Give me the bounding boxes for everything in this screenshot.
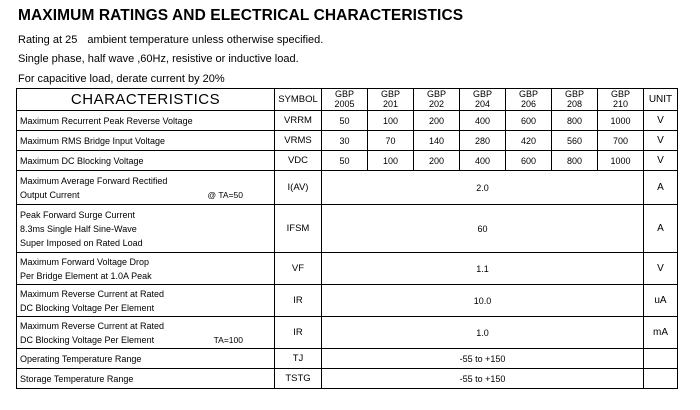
cell-value: 600 bbox=[506, 111, 552, 131]
table-row-vdc bbox=[17, 151, 678, 171]
rating-note-suffix: ambient temperature unless otherwise specified. bbox=[87, 34, 324, 46]
part-header-gbp204: GBP 204 bbox=[460, 89, 506, 111]
cell-value: 50 bbox=[322, 151, 368, 171]
table-row-vf bbox=[17, 253, 678, 285]
row-label: Storage Temperature Range bbox=[17, 369, 275, 389]
row-label: Maximum Average Forward Rectified Output Current @ TA=50 bbox=[17, 171, 275, 205]
row-symbol: TJ bbox=[275, 349, 322, 369]
cell-value: 50 bbox=[322, 111, 368, 131]
row-unit: uA bbox=[644, 285, 678, 317]
cell-value: 1.0 bbox=[322, 317, 644, 349]
cell-value: 800 bbox=[552, 111, 598, 131]
cell-value: 800 bbox=[552, 151, 598, 171]
part-header-gbp2005: GBP 2005 bbox=[322, 89, 368, 111]
row-label: Maximum Forward Voltage Drop Per Bridge Element at 1.0A Peak bbox=[17, 253, 275, 285]
cell-value: 100 bbox=[368, 111, 414, 131]
condition-text: @ TA=50 bbox=[207, 189, 243, 200]
table-row-tstg bbox=[17, 369, 678, 389]
cell-value: 100 bbox=[368, 151, 414, 171]
row-label: Maximum DC Blocking Voltage bbox=[17, 151, 275, 171]
row-unit: V bbox=[644, 151, 678, 171]
condition-text: TA=100 bbox=[213, 334, 243, 345]
page-title: MAXIMUM RATINGS AND ELECTRICAL CHARACTERISTICS bbox=[18, 7, 464, 24]
part-header-gbp208: GBP 208 bbox=[552, 89, 598, 111]
part-header-gbp201: GBP 201 bbox=[368, 89, 414, 111]
row-label: Maximum Recurrent Peak Reverse Voltage bbox=[17, 111, 275, 131]
part-header-gbp206: GBP 206 bbox=[506, 89, 552, 111]
row-symbol: IFSM bbox=[275, 205, 322, 253]
rating-note-prefix: Rating at 25 bbox=[18, 34, 78, 46]
table-row-iav bbox=[17, 171, 678, 205]
cell-value: 10.0 bbox=[322, 285, 644, 317]
row-symbol: VDC bbox=[275, 151, 322, 171]
cell-value: 200 bbox=[414, 151, 460, 171]
row-unit bbox=[644, 349, 678, 369]
part-header-gbp210: GBP 210 bbox=[598, 89, 644, 111]
table-row-ir bbox=[17, 285, 678, 317]
unit-header: UNIT bbox=[644, 89, 678, 111]
cell-value: 1000 bbox=[598, 151, 644, 171]
row-unit: V bbox=[644, 253, 678, 285]
table-row-ir-hot bbox=[17, 317, 678, 349]
row-unit: V bbox=[644, 111, 678, 131]
table-row-vrms bbox=[17, 131, 678, 151]
row-label: Maximum Reverse Current at Rated DC Blocking Voltage Per Element TA=100 bbox=[17, 317, 275, 349]
cell-value: 280 bbox=[460, 131, 506, 151]
part-header-gbp202: GBP 202 bbox=[414, 89, 460, 111]
cell-value: -55 to +150 bbox=[322, 369, 644, 389]
table-row-tj bbox=[17, 349, 678, 369]
table-row-ifsm bbox=[17, 205, 678, 253]
row-label: Peak Forward Surge Current 8.3ms Single Half Sine-Wave Super Imposed on Rated Load bbox=[17, 205, 275, 253]
cell-value: 700 bbox=[598, 131, 644, 151]
row-unit: A bbox=[644, 205, 678, 253]
ratings-table bbox=[16, 88, 678, 389]
cell-value: 400 bbox=[460, 151, 506, 171]
rating-note bbox=[18, 34, 323, 46]
cell-value: 400 bbox=[460, 111, 506, 131]
phase-note: Single phase, half wave ,60Hz, resistive or inductive load. bbox=[18, 53, 299, 65]
row-unit bbox=[644, 369, 678, 389]
row-symbol: TSTG bbox=[275, 369, 322, 389]
row-symbol: IR bbox=[275, 285, 322, 317]
cell-value: 30 bbox=[322, 131, 368, 151]
row-symbol: VRMS bbox=[275, 131, 322, 151]
table-header-row bbox=[17, 89, 678, 111]
row-symbol: IR bbox=[275, 317, 322, 349]
capacitive-note: For capacitive load, derate current by 20% bbox=[18, 73, 225, 85]
cell-value: 70 bbox=[368, 131, 414, 151]
symbol-header: SYMBOL bbox=[275, 89, 322, 111]
table-row-vrrm bbox=[17, 111, 678, 131]
row-unit: V bbox=[644, 131, 678, 151]
row-symbol: I(AV) bbox=[275, 171, 322, 205]
cell-value: 1000 bbox=[598, 111, 644, 131]
cell-value: 560 bbox=[552, 131, 598, 151]
cell-value: 1.1 bbox=[322, 253, 644, 285]
row-symbol: VRRM bbox=[275, 111, 322, 131]
row-unit: A bbox=[644, 171, 678, 205]
cell-value: 140 bbox=[414, 131, 460, 151]
cell-value: 420 bbox=[506, 131, 552, 151]
cell-value: -55 to +150 bbox=[322, 349, 644, 369]
row-label: Maximum RMS Bridge Input Voltage bbox=[17, 131, 275, 151]
cell-value: 600 bbox=[506, 151, 552, 171]
row-unit: mA bbox=[644, 317, 678, 349]
cell-value: 200 bbox=[414, 111, 460, 131]
row-label: Maximum Reverse Current at Rated DC Blocking Voltage Per Element bbox=[17, 285, 275, 317]
characteristics-header: CHARACTERISTICS bbox=[17, 89, 275, 111]
row-symbol: VF bbox=[275, 253, 322, 285]
row-label: Operating Temperature Range bbox=[17, 349, 275, 369]
cell-value: 2.0 bbox=[322, 171, 644, 205]
cell-value: 60 bbox=[322, 205, 644, 253]
